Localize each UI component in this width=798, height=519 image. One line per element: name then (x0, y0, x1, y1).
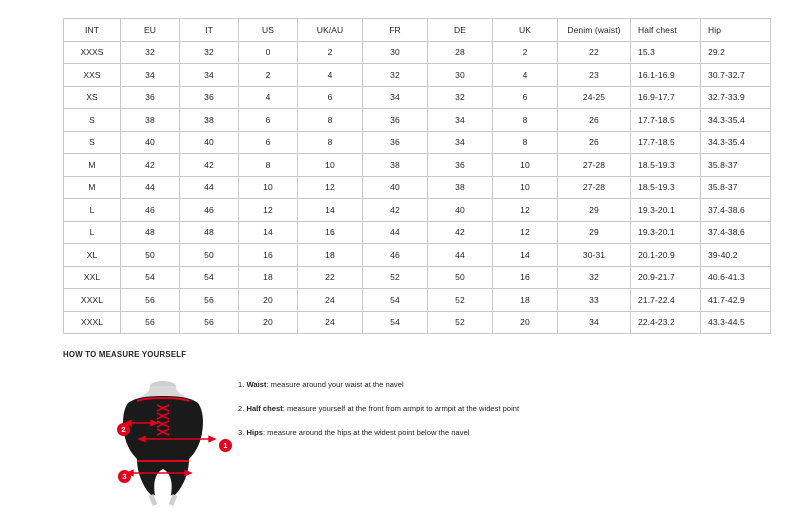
cell-de: 30 (428, 64, 493, 87)
cell-fr: 34 (363, 86, 428, 109)
cell-fr: 52 (363, 266, 428, 289)
cell-uk: 10 (493, 154, 558, 177)
cell-hip: 39-40.2 (701, 244, 771, 267)
cell-fr: 46 (363, 244, 428, 267)
cell-int: XXXS (64, 41, 121, 64)
cell-fr: 36 (363, 109, 428, 132)
cell-half-chest: 21.7-22.4 (631, 289, 701, 312)
cell-de: 44 (428, 244, 493, 267)
cell-eu: 36 (121, 86, 180, 109)
cell-it: 50 (180, 244, 239, 267)
how-to-measure-section (63, 350, 763, 481)
cell-us: 20 (239, 289, 298, 312)
cell-us: 20 (239, 311, 298, 334)
cell-fr: 38 (363, 154, 428, 177)
cell-int: XXXL (64, 289, 121, 312)
cell-de: 34 (428, 131, 493, 154)
column-header-uk-au: UK/AU (298, 19, 363, 42)
table-row (64, 154, 771, 177)
cell-denim-waist: 33 (558, 289, 631, 312)
cell-us: 16 (239, 244, 298, 267)
table-row (64, 221, 771, 244)
cell-eu: 38 (121, 109, 180, 132)
cell-us: 0 (239, 41, 298, 64)
cell-us: 2 (239, 64, 298, 87)
cell-us: 14 (239, 221, 298, 244)
cell-us: 10 (239, 176, 298, 199)
cell-fr: 30 (363, 41, 428, 64)
table-row (64, 311, 771, 334)
cell-denim-waist: 26 (558, 109, 631, 132)
cell-fr: 40 (363, 176, 428, 199)
cell-it: 32 (180, 41, 239, 64)
cell-denim-waist: 22 (558, 41, 631, 64)
cell-int: M (64, 176, 121, 199)
table-row (64, 199, 771, 222)
cell-it: 36 (180, 86, 239, 109)
cell-uk-au: 8 (298, 131, 363, 154)
cell-us: 4 (239, 86, 298, 109)
cell-hip: 34.3-35.4 (701, 131, 771, 154)
cell-it: 56 (180, 311, 239, 334)
cell-it: 44 (180, 176, 239, 199)
cell-uk: 14 (493, 244, 558, 267)
cell-uk: 12 (493, 221, 558, 244)
cell-half-chest: 20.1-20.9 (631, 244, 701, 267)
column-header-us: US (239, 19, 298, 42)
cell-fr: 54 (363, 311, 428, 334)
badge-waist: 1 (219, 439, 232, 452)
cell-uk: 16 (493, 266, 558, 289)
cell-int: L (64, 221, 121, 244)
cell-uk: 18 (493, 289, 558, 312)
cell-int: XXL (64, 266, 121, 289)
cell-eu: 56 (121, 289, 180, 312)
cell-denim-waist: 29 (558, 199, 631, 222)
cell-us: 8 (239, 154, 298, 177)
cell-hip: 34.3-35.4 (701, 109, 771, 132)
cell-half-chest: 20.9-21.7 (631, 266, 701, 289)
cell-hip: 41.7-42.9 (701, 289, 771, 312)
cell-uk: 20 (493, 311, 558, 334)
cell-int: XXS (64, 64, 121, 87)
cell-de: 52 (428, 289, 493, 312)
cell-it: 42 (180, 154, 239, 177)
cell-half-chest: 17.7-18.5 (631, 131, 701, 154)
cell-uk-au: 12 (298, 176, 363, 199)
table-row (64, 131, 771, 154)
cell-de: 34 (428, 109, 493, 132)
note-term: Hips (246, 428, 263, 437)
cell-de: 32 (428, 86, 493, 109)
table-row (64, 244, 771, 267)
cell-uk-au: 8 (298, 109, 363, 132)
column-header-it: IT (180, 19, 239, 42)
cell-eu: 32 (121, 41, 180, 64)
cell-denim-waist: 23 (558, 64, 631, 87)
cell-uk: 10 (493, 176, 558, 199)
cell-it: 34 (180, 64, 239, 87)
note-term: Waist (246, 380, 267, 389)
column-header-fr: FR (363, 19, 428, 42)
cell-half-chest: 19.3-20.1 (631, 199, 701, 222)
size-chart-container (63, 18, 745, 334)
cell-it: 56 (180, 289, 239, 312)
cell-hip: 37.4-38.6 (701, 199, 771, 222)
cell-denim-waist: 32 (558, 266, 631, 289)
note-number: 1. (238, 380, 245, 389)
cell-uk-au: 4 (298, 64, 363, 87)
measure-note-hips (238, 427, 758, 438)
badge-half-chest: 2 (117, 423, 130, 436)
cell-fr: 44 (363, 221, 428, 244)
cell-uk: 8 (493, 109, 558, 132)
cell-denim-waist: 24-25 (558, 86, 631, 109)
cell-fr: 32 (363, 64, 428, 87)
cell-int: L (64, 199, 121, 222)
measure-note-half-chest (238, 403, 758, 414)
cell-denim-waist: 26 (558, 131, 631, 154)
cell-fr: 42 (363, 199, 428, 222)
note-number: 2. (238, 404, 245, 413)
cell-eu: 40 (121, 131, 180, 154)
cell-us: 12 (239, 199, 298, 222)
table-row (64, 41, 771, 64)
cell-de: 36 (428, 154, 493, 177)
cell-uk-au: 16 (298, 221, 363, 244)
note-term: Half chest (246, 404, 283, 413)
note-text: : measure around your waist at the navel (266, 380, 404, 389)
cell-uk-au: 22 (298, 266, 363, 289)
cell-uk-au: 14 (298, 199, 363, 222)
table-header-row (64, 19, 771, 42)
cell-half-chest: 22.4-23.2 (631, 311, 701, 334)
column-header-uk: UK (493, 19, 558, 42)
cell-uk-au: 24 (298, 289, 363, 312)
column-header-half-chest: Half chest (631, 19, 701, 42)
table-row (64, 266, 771, 289)
measure-note-waist (238, 379, 758, 390)
cell-hip: 32.7-33.9 (701, 86, 771, 109)
cell-denim-waist: 30-31 (558, 244, 631, 267)
cell-fr: 36 (363, 131, 428, 154)
cell-it: 48 (180, 221, 239, 244)
cell-eu: 50 (121, 244, 180, 267)
measure-notes (238, 379, 758, 451)
cell-hip: 37.4-38.6 (701, 221, 771, 244)
cell-int: XL (64, 244, 121, 267)
table-row (64, 64, 771, 87)
cell-uk-au: 6 (298, 86, 363, 109)
cell-denim-waist: 29 (558, 221, 631, 244)
cell-half-chest: 18.5-19.3 (631, 176, 701, 199)
mannequin-illustration (93, 377, 233, 507)
cell-eu: 48 (121, 221, 180, 244)
cell-hip: 29.2 (701, 41, 771, 64)
cell-hip: 40.6-41.3 (701, 266, 771, 289)
cell-de: 28 (428, 41, 493, 64)
cell-us: 18 (239, 266, 298, 289)
cell-uk: 12 (493, 199, 558, 222)
cell-uk: 4 (493, 64, 558, 87)
cell-half-chest: 15.3 (631, 41, 701, 64)
cell-de: 40 (428, 199, 493, 222)
cell-uk-au: 18 (298, 244, 363, 267)
column-header-hip: Hip (701, 19, 771, 42)
table-row (64, 289, 771, 312)
table-row (64, 176, 771, 199)
cell-us: 6 (239, 109, 298, 132)
column-header-de: DE (428, 19, 493, 42)
table-row (64, 109, 771, 132)
cell-de: 52 (428, 311, 493, 334)
cell-int: S (64, 131, 121, 154)
cell-half-chest: 16.9-17.7 (631, 86, 701, 109)
cell-hip: 43.3-44.5 (701, 311, 771, 334)
column-header-eu: EU (121, 19, 180, 42)
cell-int: XS (64, 86, 121, 109)
table-row (64, 86, 771, 109)
cell-int: S (64, 109, 121, 132)
cell-int: XXXL (64, 311, 121, 334)
cell-it: 40 (180, 131, 239, 154)
cell-uk-au: 10 (298, 154, 363, 177)
cell-uk: 8 (493, 131, 558, 154)
column-header-int: INT (64, 19, 121, 42)
cell-us: 6 (239, 131, 298, 154)
cell-denim-waist: 27-28 (558, 176, 631, 199)
cell-de: 42 (428, 221, 493, 244)
cell-int: M (64, 154, 121, 177)
badge-hips: 3 (118, 470, 131, 483)
cell-denim-waist: 34 (558, 311, 631, 334)
cell-it: 46 (180, 199, 239, 222)
cell-de: 50 (428, 266, 493, 289)
cell-half-chest: 18.5-19.3 (631, 154, 701, 177)
column-header-denim-waist: Denim (waist) (558, 19, 631, 42)
cell-uk-au: 24 (298, 311, 363, 334)
cell-uk: 6 (493, 86, 558, 109)
cell-hip: 30.7-32.7 (701, 64, 771, 87)
cell-half-chest: 17.7-18.5 (631, 109, 701, 132)
cell-uk-au: 2 (298, 41, 363, 64)
cell-half-chest: 19.3-20.1 (631, 221, 701, 244)
how-to-measure-title: HOW TO MEASURE YOURSELF (63, 350, 187, 359)
cell-hip: 35.8-37 (701, 176, 771, 199)
cell-eu: 54 (121, 266, 180, 289)
cell-eu: 44 (121, 176, 180, 199)
size-chart-table (63, 18, 771, 334)
cell-eu: 34 (121, 64, 180, 87)
cell-eu: 42 (121, 154, 180, 177)
note-text: : measure around the hips at the widest point below the navel (262, 428, 470, 437)
cell-denim-waist: 27-28 (558, 154, 631, 177)
cell-uk: 2 (493, 41, 558, 64)
note-number: 3. (238, 428, 245, 437)
cell-half-chest: 16.1-16.9 (631, 64, 701, 87)
note-text: : measure yourself at the front from armpit to armpit at the widest point (282, 404, 520, 413)
cell-eu: 56 (121, 311, 180, 334)
cell-it: 38 (180, 109, 239, 132)
cell-eu: 46 (121, 199, 180, 222)
cell-it: 54 (180, 266, 239, 289)
cell-de: 38 (428, 176, 493, 199)
cell-fr: 54 (363, 289, 428, 312)
cell-hip: 35.8-37 (701, 154, 771, 177)
